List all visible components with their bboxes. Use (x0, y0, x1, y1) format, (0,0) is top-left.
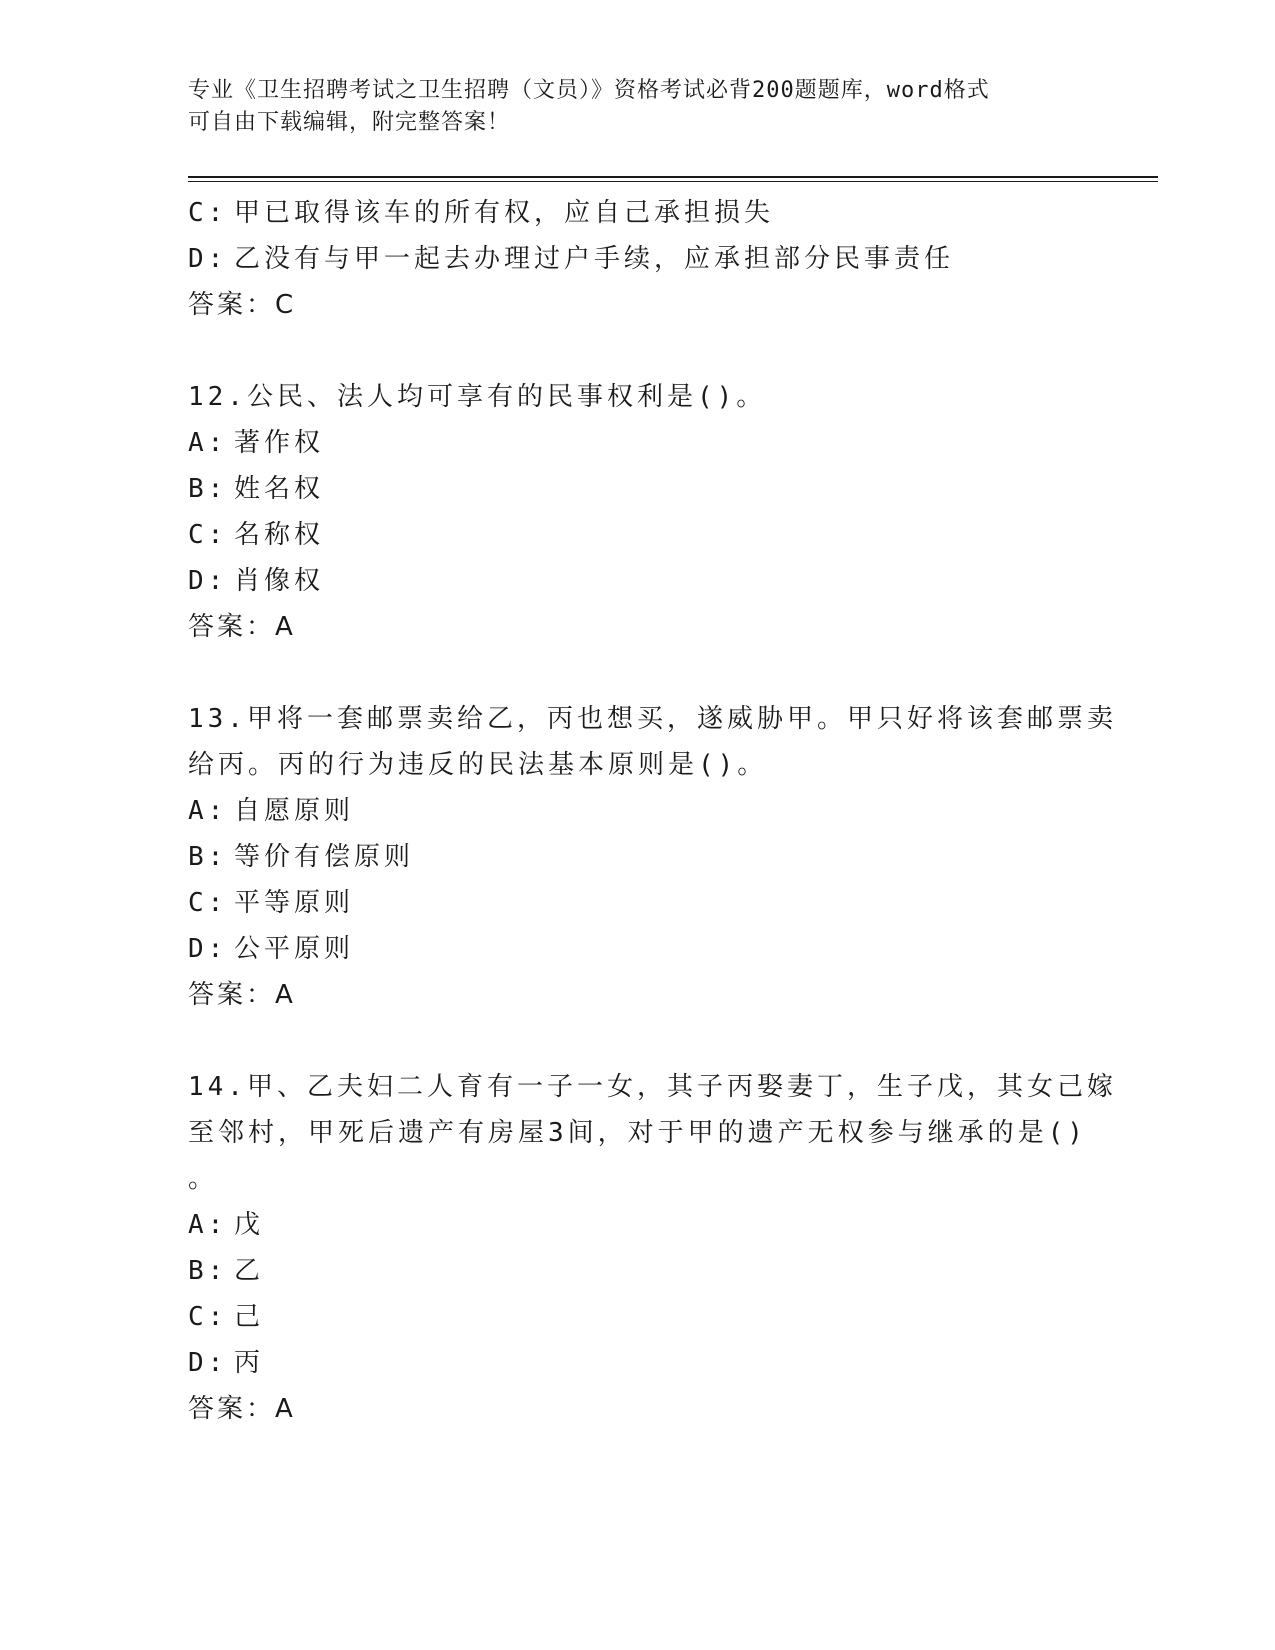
question-stem: 13.甲将一套邮票卖给乙，丙也想买，遂威胁甲。甲只好将该套邮票卖 (188, 704, 1117, 734)
option-text: 己 (234, 1302, 265, 1332)
option-label: C: (188, 1302, 228, 1332)
option-text: 乙 (234, 1256, 265, 1286)
question-13 (188, 696, 1117, 1018)
question-stem: 给丙。丙的行为违反的民法基本原则是()。 (188, 750, 768, 780)
option-label: B: (188, 842, 228, 872)
option-label: B: (188, 1256, 228, 1286)
option-text: 姓名权 (234, 474, 325, 504)
option-text: 自愿原则 (234, 796, 355, 826)
option-label: C: (188, 520, 228, 550)
option-text: 甲已取得该车的所有权，应自己承担损失 (234, 198, 775, 228)
question-stem: 12.公民、法人均可享有的民事权利是()。 (188, 382, 767, 412)
answer-line: 答案：A (188, 612, 296, 642)
answer-line: 答案：A (188, 980, 296, 1010)
question-12 (188, 374, 1088, 650)
previous-question-block (188, 190, 1088, 328)
header-title-line-2: 可自由下载编辑，附完整答案！ (188, 110, 511, 135)
option-text: 名称权 (234, 520, 325, 550)
question-content (188, 190, 1117, 1432)
option-b (188, 834, 1088, 880)
option-text: 著作权 (234, 428, 325, 458)
option-text: 戊 (234, 1210, 265, 1240)
option-text: 平等原则 (234, 888, 355, 918)
option-d (188, 558, 1088, 604)
option-text: 等价有偿原则 (234, 842, 415, 872)
option-a (188, 1202, 1088, 1248)
option-c (188, 190, 1088, 236)
option-d (188, 926, 1088, 972)
document-header (188, 75, 1068, 139)
question-stem: 至邻村，甲死后遗产有房屋3间，对于甲的遗产无权参与继承的是() (188, 1118, 1087, 1148)
option-label: D: (188, 934, 228, 964)
option-c (188, 880, 1088, 926)
option-label: C: (188, 198, 228, 228)
option-text: 丙 (234, 1348, 265, 1378)
option-d (188, 236, 1088, 282)
option-text: 公平原则 (234, 934, 355, 964)
option-label: A: (188, 796, 228, 826)
option-a (188, 420, 1088, 466)
question-14 (188, 1064, 1117, 1432)
option-c (188, 512, 1088, 558)
option-c (188, 1294, 1088, 1340)
option-label: D: (188, 244, 228, 274)
header-divider-thick (188, 176, 1158, 178)
option-label: A: (188, 428, 228, 458)
option-label: B: (188, 474, 228, 504)
option-text: 乙没有与甲一起去办理过户手续，应承担部分民事责任 (234, 244, 955, 274)
header-divider-thin (188, 181, 1158, 182)
option-d (188, 1340, 1088, 1386)
answer-line: 答案：C (188, 290, 297, 320)
question-stem: 。 (188, 1164, 219, 1194)
option-label: C: (188, 888, 228, 918)
option-label: D: (188, 1348, 228, 1378)
option-label: D: (188, 566, 228, 596)
option-b (188, 1248, 1088, 1294)
option-label: A: (188, 1210, 228, 1240)
option-text: 肖像权 (234, 566, 325, 596)
header-title-line-1: 专业《卫生招聘考试之卫生招聘（文员）》资格考试必背200题题库，word格式 (188, 78, 990, 103)
option-b (188, 466, 1088, 512)
question-stem: 14.甲、乙夫妇二人育有一子一女，其子丙娶妻丁，生子戊，其女己嫁 (188, 1072, 1117, 1102)
answer-line: 答案：A (188, 1394, 296, 1424)
option-a (188, 788, 1088, 834)
